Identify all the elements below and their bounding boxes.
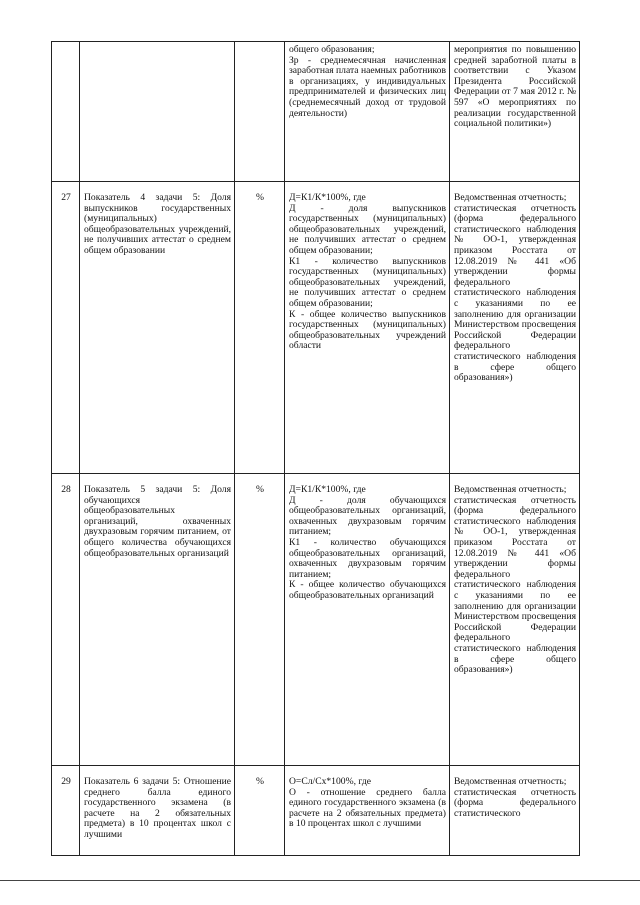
indicator-name <box>80 42 235 182</box>
indicator-unit: % <box>235 474 285 766</box>
row-number: 29 <box>52 766 80 856</box>
row-number <box>52 42 80 182</box>
row-number: 27 <box>52 182 80 474</box>
indicator-name: Показатель 5 задачи 5: Доля обучающихся общеобразовательных организаций, охваченных двухразовым горячим питанием, от общего количества обучающихся общеобразовательных организаций <box>80 474 235 766</box>
calculation-formula: О=Сл/Сх*100%, где О - отношение среднего балла единого государственного экзамена (в расчете на 2 обязательных предмета) в 10 процентах школ с лучшими <box>285 766 450 856</box>
data-source: Ведомственная отчетность; статистическая отчетность (форма федерального статистического наблюдения № ОО-1, утвержденная приказом Росстата от 12.08.2019 № 441 «Об утверждении формы федерального статистического наблюдения с указаниями по ее заполнению для организации Министерством просвещения Российской Федерации федерального статистического наблюдения в сфере общего образования») <box>450 474 580 766</box>
page-bottom-rule <box>0 880 640 881</box>
indicator-unit <box>235 42 285 182</box>
data-source: мероприятия по повышению средней заработной платы в соответствии с Указом Президента Российской Федерации от 7 мая 2012 г. № 597 «О мероприятиях по реализации государственной социальной политики») <box>450 42 580 182</box>
indicators-table <box>51 41 580 856</box>
indicator-name: Показатель 4 задачи 5: Доля выпускников государственных (муниципальных) общеобразовательных учреждений, не получивших аттестат о среднем общем образовании <box>80 182 235 474</box>
table-row <box>52 42 580 182</box>
data-source: Ведомственная отчетность; статистическая отчетность (форма федерального статистического наблюдения № ОО-1, утвержденная приказом Росстата от 12.08.2019 № 441 «Об утверждении формы федерального статистического наблюдения с указаниями по ее заполнению для организации Министерством просвещения Российской Федерации федерального статистического наблюдения в сфере общего образования») <box>450 182 580 474</box>
row-number: 28 <box>52 474 80 766</box>
table-row <box>52 766 580 856</box>
calculation-formula: общего образования; Зр - среднемесячная начисленная заработная плата наемных работников в организациях, у индивидуальных предпринимателей и физических лиц (среднемесячный доход от трудовой деятельности) <box>285 42 450 182</box>
table-row <box>52 474 580 766</box>
indicator-unit: % <box>235 182 285 474</box>
indicator-name: Показатель 6 задачи 5: Отношение среднего балла единого государственного экзамена (в расчете на 2 обязательных предмета) в 10 процентах школ с лучшими <box>80 766 235 856</box>
data-source: Ведомственная отчетность; статистическая отчетность (форма федерального статистического <box>450 766 580 856</box>
calculation-formula: Д=К1/К*100%, где Д - доля выпускников государственных (муниципальных) общеобразовательных учреждений, не получивших аттестат о среднем общем образовании; К1 - количество выпускников государственных (муниципальных) общеобразовательных учреждений, не получивших аттестат о среднем общем образовании; К - общее количество выпускников государственных (муниципальных) общеобразовательных учреждений области <box>285 182 450 474</box>
calculation-formula: Д=К1/К*100%, где Д - доля обучающихся общеобразовательных организаций, охваченных двухразовым горячим питанием; К1 - количество обучающихся общеобразовательных организаций, охваченных двухразовым горячим питанием; К - общее количество обучающихся общеобразовательных организаций <box>285 474 450 766</box>
indicator-unit: % <box>235 766 285 856</box>
table-row <box>52 182 580 474</box>
